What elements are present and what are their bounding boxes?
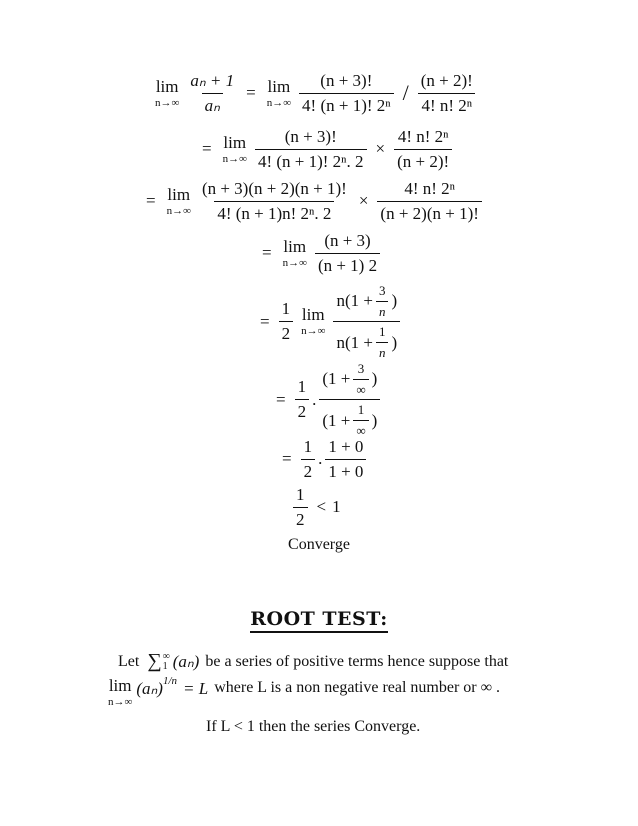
nested-fraction: n(1 + $\frac{3}{n}$ ) n(1 + $\frac{1}{n}$ ): [333, 284, 400, 360]
half-fraction: $\frac{1}{2}$: [293, 486, 308, 529]
fraction: $\frac{(n + 3)(n + 2)(n + 1)!}{\text{4! (n + 1)n! 2ⁿ. 2}}$: [201, 179, 347, 223]
ratio-line-6: = $\frac{1}{2}$ . (1 + $\frac{3}{\infty}$ ) (1 + $\frac{1}{\infty}$ ): [270, 362, 383, 438]
limit-operator: lim n→∞: [301, 305, 326, 338]
limit-operator: lim n→∞: [166, 184, 191, 217]
ratio-line-5: = $\frac{1}{2}$ lim n→∞ n(1 + $\frac{3}{n}$ ) n(1 + $\frac{1}{n}$ ): [254, 284, 403, 360]
ratio-line-2: = lim n→∞ $\frac{(n + 3)!}{\text{4! (n + 1)! 2ⁿ. 2}}$ × $\frac{\text{4! n! 2ⁿ}}{(n + 2)!}$: [196, 128, 455, 171]
conclusion-text: Converge: [288, 536, 350, 553]
section-heading: ROOT TEST:: [0, 608, 638, 630]
half-fraction: $\frac{1}{2}$: [301, 438, 316, 481]
nested-fraction: (1 + $\frac{3}{\infty}$ ) (1 + $\frac{1}{\infty}$ ): [319, 362, 380, 438]
fraction: $\frac{(n + 3)}{(n + 1) 2}$: [315, 232, 380, 275]
fraction: $\frac{(n + 2)!}{\text{4! n! 2ⁿ}}$: [418, 72, 476, 115]
ratio-line-8: $\frac{1}{2}$ < 1: [290, 486, 341, 529]
fraction: $\frac{\text{4! n! 2ⁿ}}{(n + 2)!}$: [394, 128, 452, 171]
ratio-line-1: lim n→∞ $\frac{\text{aₙ + 1}}{\text{aₙ}}$ = lim n→∞ $\frac{(n + 3)!}{\text{4! (n + 1)! 2ⁿ}}$ / $\frac{(n + 2)!}{\text{4! n! 2ⁿ}}$: [150, 72, 479, 115]
limit-operator: lim n→∞: [108, 676, 133, 708]
fraction: $\frac{(n + 3)!}{\text{4! (n + 1)! 2ⁿ}}$: [299, 72, 394, 115]
ratio-line-7: = $\frac{1}{2}$ . $\frac{1 + 0}{1 + 0}$: [276, 438, 369, 481]
limit-operator: lim n→∞: [266, 76, 292, 109]
limit-operator: lim n→∞: [155, 76, 180, 109]
limit-operator: lim n→∞: [222, 132, 247, 165]
half-fraction: $\frac{1}{2}$: [279, 300, 294, 343]
fraction: $\frac{\text{4! n! 2ⁿ}}{(n + 2)(n + 1)!}$: [377, 180, 481, 223]
half-fraction: $\frac{1}{2}$: [295, 378, 310, 421]
fraction: $\frac{(n + 3)!}{\text{4! (n + 1)! 2ⁿ. 2}}$: [255, 128, 367, 171]
root-test-line-2: lim n→∞ (aₙ) 1/n = L where L is a non negative real number or ∞ .: [108, 675, 501, 708]
fraction: $\frac{1 + 0}{1 + 0}$: [325, 438, 366, 481]
root-test-line-1: Let ∑ ∞ 1 (aₙ) be a series of positive terms hence suppose that: [118, 650, 509, 672]
ratio-fraction: $\frac{\text{aₙ + 1}}{\text{aₙ}}$: [190, 71, 235, 115]
summation: ∑ ∞ 1 (aₙ): [147, 650, 200, 672]
ratio-line-3: = lim n→∞ $\frac{(n + 3)(n + 2)(n + 1)!}{\text{4! (n + 1)n! 2ⁿ. 2}}$ × $\frac{\text{4! n! 2ⁿ}}{(n + 2)(n + 1)!}$: [140, 180, 485, 223]
ratio-line-4: = lim n→∞ $\frac{(n + 3)}{(n + 1) 2}$: [256, 232, 383, 275]
limit-operator: lim n→∞: [282, 236, 307, 269]
root-test-condition: If L < 1 then the series Converge.: [206, 718, 421, 735]
